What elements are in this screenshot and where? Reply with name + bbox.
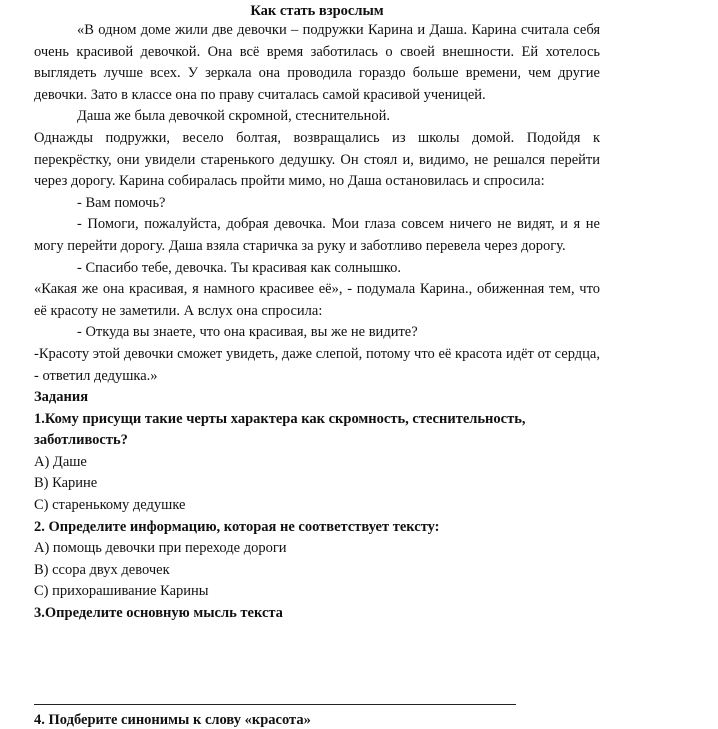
story-paragraph-8: - Откуда вы знаете, что она красивая, вы же не видите? xyxy=(77,324,418,341)
question-1-option-b: В) Карине xyxy=(34,475,98,492)
story-paragraph-2: Даша же была девочкой скромной, стеснительной. xyxy=(77,108,390,125)
document-title: Как стать взрослым xyxy=(250,3,384,19)
question-2-option-c: С) прихорашивание Карины xyxy=(34,583,209,600)
question-2: 2. Определите информацию, которая не соответствует тексту: xyxy=(34,518,440,535)
document-page xyxy=(34,0,600,625)
story-paragraph-9: -Красоту этой девочки сможет увидеть, даже слепой, потому что её красота идёт от сердца, - ответил дедушка.» xyxy=(34,345,600,384)
question-1-option-a: А) Даше xyxy=(34,453,87,470)
question-1: 1.Кому присущи такие черты характера как скромность, стеснительность, заботливость? xyxy=(34,410,526,449)
tasks-heading: Задания xyxy=(34,389,89,406)
story-paragraph-6: - Спасибо тебе, девочка. Ты красивая как солнышко. xyxy=(77,259,401,276)
question-4-partial: 4. Подберите синонимы к слову «красота» xyxy=(34,712,311,728)
story-paragraph-1: «В одном доме жили две девочки – подружки Карина и Даша. Карина считала себя очень красивой девочкой. Она всё время заботилась о своей внешности. Ей хотелось выглядеть лучше всех. У зеркала она проводила гораздо больше времени, чем другие девочки. Зато в классе она по праву считалась самой красивой ученицей. xyxy=(34,22,600,103)
story-paragraph-5: - Помоги, пожалуйста, добрая девочка. Мои глаза совсем ничего не видят, и я не могу перейти дорогу. Даша взяла старичка за руку и заботливо перевела через дорогу. xyxy=(34,216,600,254)
story-paragraph-4: - Вам помочь? xyxy=(77,194,166,211)
question-2-option-a: А) помощь девочки при переходе дороги xyxy=(34,540,287,557)
question-3: 3.Определите основную мысль текста xyxy=(34,605,283,622)
story-paragraph-7: «Какая же она красивая, я намного красивее её», - подумала Карина., обиженная тем, что её красоту не заметили. А вслух она спросила: xyxy=(34,281,600,319)
question-1-option-c: С) старенькому дедушке xyxy=(34,497,186,514)
question-2-option-b: В) ссора двух девочек xyxy=(34,561,170,578)
answer-line xyxy=(34,704,516,705)
story-paragraph-3: Однажды подружки, весело болтая, возвращались из школы домой. Подойдя к перекрёстку, они увидели старенького дедушку. Он стоял и, видимо, не решался перейти через дорогу. Карина собиралась пройти мимо, но Даша остановилась и спросила: xyxy=(34,129,600,190)
